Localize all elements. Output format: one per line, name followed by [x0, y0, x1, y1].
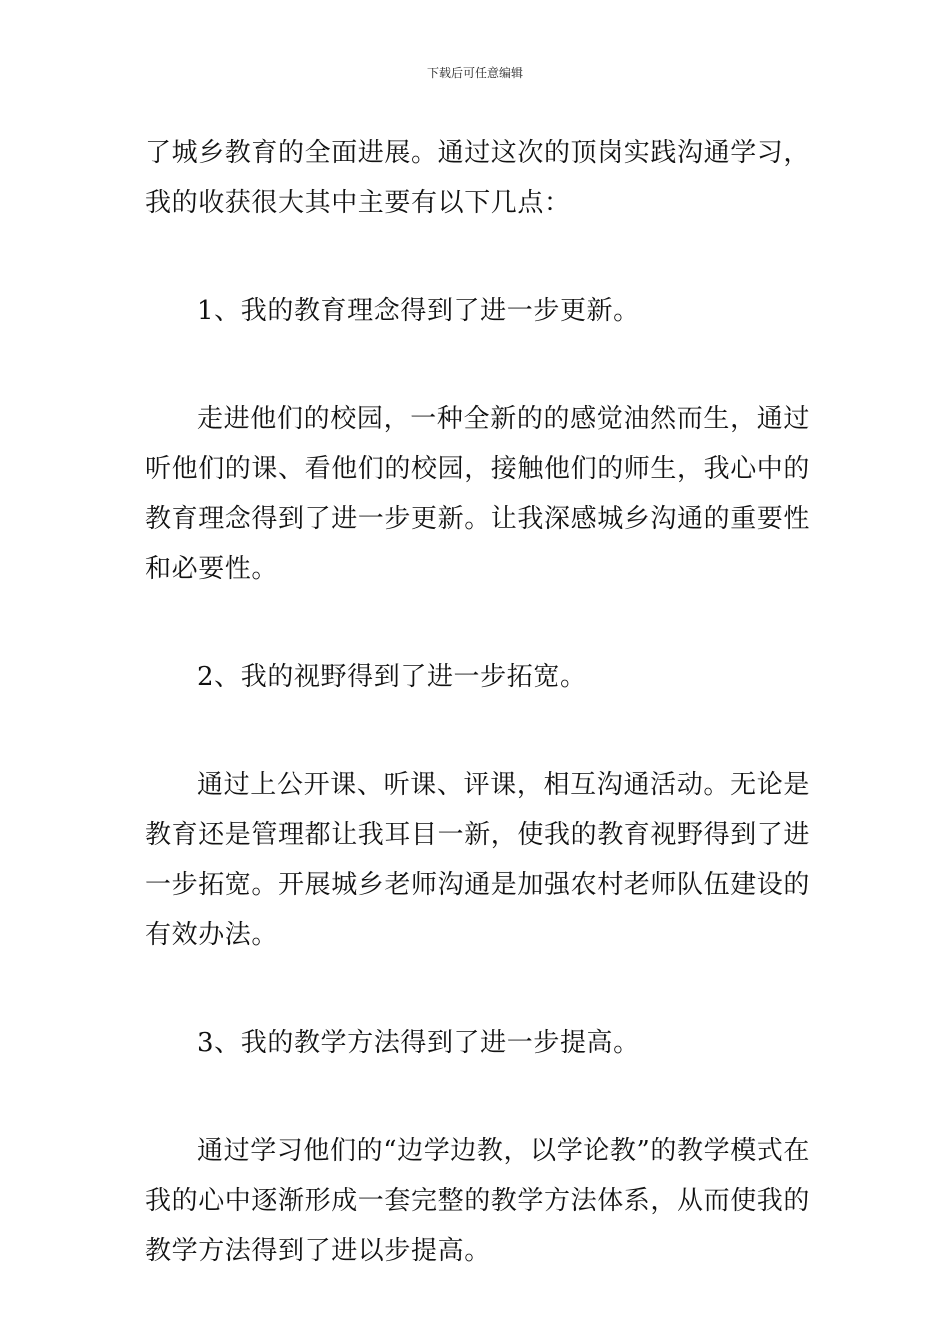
point-2-heading: 2、我的视野得到了进一步拓宽。	[197, 662, 587, 692]
point-1-body: 走进他们的校园，一种全新的的感觉油然而生，通过听他们的课、看他们的校园，接触他们的师生，我心中的教育理念得到了进一步更新。让我深感城乡沟通的重要性和必要性。	[145, 404, 811, 584]
document-body	[145, 128, 810, 1276]
point-2-body: 通过上公开课、听课、评课，相互沟通活动。无论是教育还是管理都让我耳目一新，使我的教育视野得到了进一步拓宽。开展城乡老师沟通是加强农村老师队伍建设的有效办法。	[145, 770, 811, 950]
point-3-body: 通过学习他们的“边学边教，以学论教”的教学模式在我的心中逐渐形成一套完整的教学方法体系，从而使我的教学方法得到了进以步提高。	[145, 1136, 811, 1266]
page-header: 下载后可任意编辑	[426, 66, 523, 80]
paragraph-continuation: 了城乡教育的全面进展。通过这次的顶岗实践沟通学习，我的收获很大其中主要有以下几点：	[145, 138, 811, 218]
point-1-heading: 1、我的教育理念得到了进一步更新。	[197, 296, 640, 326]
point-3-heading: 3、我的教学方法得到了进一步提高。	[197, 1028, 640, 1058]
